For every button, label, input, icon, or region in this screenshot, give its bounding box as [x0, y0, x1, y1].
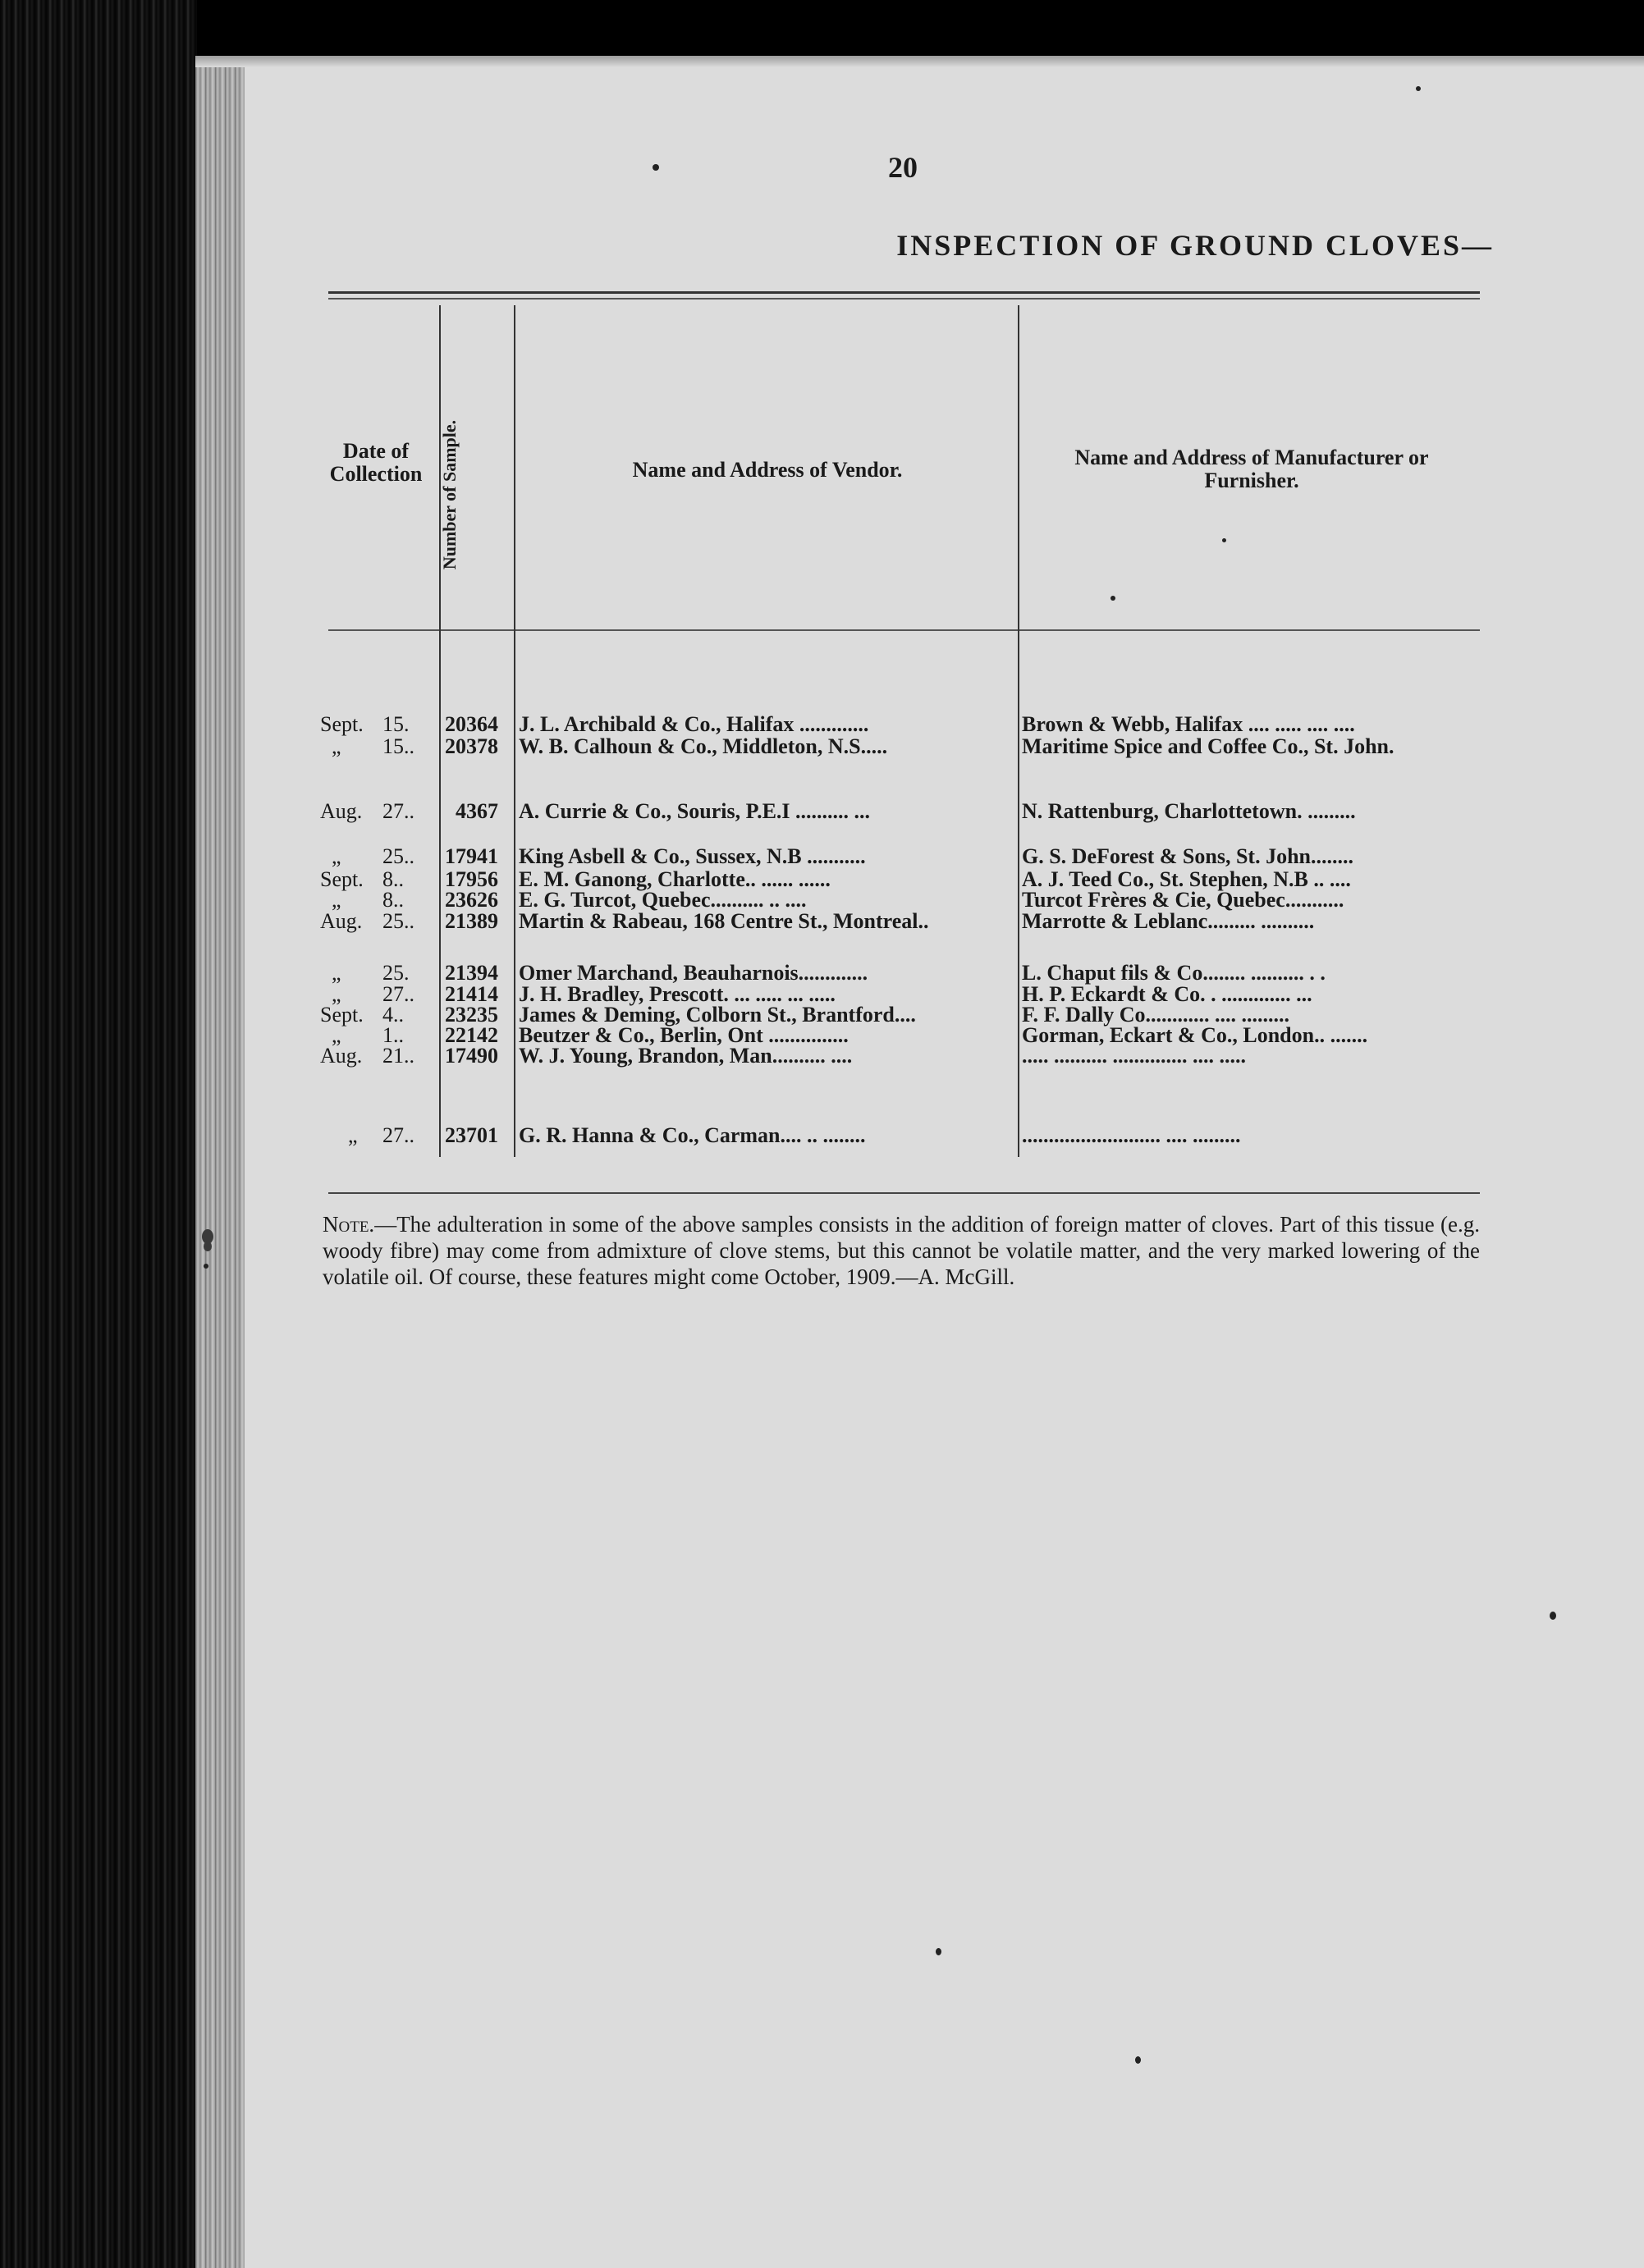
- cell-vendor: A. Currie & Co., Souris, P.E.I .......... ...: [519, 799, 871, 823]
- cell-manufacturer: A. J. Teed Co., St. Stephen, N.B .. ....: [1022, 867, 1351, 891]
- speck-mark: [204, 1264, 208, 1269]
- cell-day: 27..: [382, 1123, 414, 1147]
- cell-sample-number: 17490: [445, 1044, 498, 1068]
- cell-manufacturer: H. P. Eckardt & Co. . ............. ...: [1022, 982, 1312, 1006]
- cell-month: Aug.: [320, 1044, 363, 1068]
- table-row: [0, 1122, 1477, 1150]
- header-date: Date of Collection: [329, 439, 423, 486]
- cell-month: „: [332, 961, 341, 985]
- cell-day: 25.: [382, 961, 410, 985]
- speck-mark: [1222, 538, 1226, 542]
- cell-month: „: [332, 844, 341, 868]
- cell-sample-number: 21414: [445, 982, 498, 1006]
- cell-month: Aug.: [320, 909, 363, 933]
- cell-manufacturer: .......................... .... .........: [1022, 1123, 1241, 1147]
- table-row: [0, 798, 1477, 825]
- cell-month: „: [348, 1123, 358, 1147]
- page-top-shade: [195, 56, 1644, 67]
- cell-manufacturer: Marrotte & Leblanc......... ..........: [1022, 909, 1315, 933]
- cell-vendor: Omer Marchand, Beauharnois.............: [519, 961, 868, 985]
- cell-day: 25..: [382, 909, 414, 933]
- cell-vendor: King Asbell & Co., Sussex, N.B ...........: [519, 844, 866, 868]
- cell-manufacturer: ..... .......... .............. .... .....: [1022, 1044, 1246, 1068]
- speck-mark: [1111, 596, 1115, 601]
- cell-vendor: Beutzer & Co., Berlin, Ont ...............: [519, 1023, 849, 1047]
- speck-mark: [204, 1241, 212, 1251]
- cell-month: Sept.: [320, 867, 364, 891]
- cell-day: 1..: [382, 1023, 404, 1047]
- cell-month: „: [332, 982, 341, 1006]
- cell-day: 4..: [382, 1003, 404, 1027]
- running-head: INSPECTION OF GROUND CLOVES—: [896, 229, 1494, 262]
- cell-month: „: [332, 734, 341, 758]
- cell-day: 8..: [382, 888, 404, 912]
- header-manufacturer: Name and Address of Manufacturer or Furnisher.: [1074, 446, 1429, 492]
- cell-month: „: [332, 888, 341, 912]
- footnote: [323, 1211, 1480, 1290]
- cell-month: „: [332, 1023, 341, 1047]
- page-binding-shade: [195, 56, 245, 2268]
- cell-manufacturer: L. Chaput fils & Co........ .......... . .: [1022, 961, 1326, 985]
- cell-day: 27..: [382, 982, 414, 1006]
- cell-sample-number: 20364: [445, 712, 498, 736]
- cell-sample-number: 21389: [445, 909, 498, 933]
- speck-mark: [1550, 1612, 1556, 1620]
- cell-manufacturer: Gorman, Eckart & Co., London.. .......: [1022, 1023, 1368, 1047]
- cell-vendor: J. H. Bradley, Prescott. ... ..... ... .....: [519, 982, 836, 1006]
- cell-manufacturer: Turcot Frères & Cie, Quebec...........: [1022, 888, 1344, 912]
- cell-month: Sept.: [320, 712, 364, 736]
- table-header-rule: [328, 629, 1480, 631]
- cell-sample-number: 20378: [445, 734, 498, 758]
- table-row: [0, 733, 1477, 761]
- cell-manufacturer: N. Rattenburg, Charlottetown. .........: [1022, 799, 1356, 823]
- table-top-rule: [328, 298, 1480, 300]
- document-page: [195, 56, 1644, 2268]
- cell-month: Aug.: [320, 799, 363, 823]
- cell-day: 27..: [382, 799, 414, 823]
- cell-vendor: Martin & Rabeau, 168 Centre St., Montreal..: [519, 909, 929, 933]
- cell-vendor: James & Deming, Colborn St., Brantford....: [519, 1003, 916, 1027]
- cell-sample-number: 21394: [445, 961, 498, 985]
- cell-day: 15..: [382, 734, 414, 758]
- cell-vendor: E. G. Turcot, Quebec.......... .. ....: [519, 888, 807, 912]
- cell-manufacturer: Brown & Webb, Halifax .... ..... .... ....: [1022, 712, 1355, 736]
- table-top-rule: [328, 291, 1480, 294]
- cell-manufacturer: G. S. DeForest & Sons, St. John........: [1022, 844, 1354, 868]
- page-number: 20: [888, 151, 918, 184]
- footnote-text: —The adulteration in some of the above samples consists in the addition of foreign matter of cloves. Part of this tissue (e.g. woody fibre) may come from admixture of clove stems, but this cannot be volatile matter, and the very marked lowering of the volatile oil. Of course, these features might come October, 1909.—A. McGill.: [323, 1212, 1480, 1289]
- cell-month: Sept.: [320, 1003, 364, 1027]
- cell-day: 21..: [382, 1044, 414, 1068]
- cell-day: 25..: [382, 844, 414, 868]
- cell-sample-number: 17941: [445, 844, 498, 868]
- cell-sample-number: 23626: [445, 888, 498, 912]
- header-vendor: Name and Address of Vendor.: [632, 458, 903, 482]
- cell-sample-number: 22142: [445, 1023, 498, 1047]
- table-row: [0, 908, 1477, 935]
- header-sample-number: Number of Sample.: [439, 419, 460, 570]
- speck-mark: [1135, 2056, 1141, 2064]
- cell-vendor: W. J. Young, Brandon, Man.......... ....: [519, 1044, 853, 1068]
- speck-mark: [653, 164, 659, 171]
- cell-vendor: W. B. Calhoun & Co., Middleton, N.S.....: [519, 734, 888, 758]
- table-bottom-rule: [328, 1192, 1480, 1194]
- cell-sample-number: 23701: [445, 1123, 498, 1147]
- cell-sample-number: 23235: [445, 1003, 498, 1027]
- cell-day: 8..: [382, 867, 404, 891]
- cell-sample-number: 17956: [445, 867, 498, 891]
- speck-mark: [936, 1948, 941, 1955]
- table-row: [0, 1042, 1477, 1070]
- speck-mark: [1416, 86, 1421, 91]
- footnote-label: Note.: [323, 1212, 375, 1237]
- cell-vendor: J. L. Archibald & Co., Halifax .............: [519, 712, 869, 736]
- cell-day: 15.: [382, 712, 410, 736]
- cell-manufacturer: Maritime Spice and Coffee Co., St. John.: [1022, 734, 1394, 758]
- cell-vendor: E. M. Ganong, Charlotte.. ...... ......: [519, 867, 831, 891]
- cell-vendor: G. R. Hanna & Co., Carman.... .. ........: [519, 1123, 866, 1147]
- cell-manufacturer: F. F. Dally Co............ .... .........: [1022, 1003, 1289, 1027]
- cell-sample-number: 4367: [456, 799, 498, 823]
